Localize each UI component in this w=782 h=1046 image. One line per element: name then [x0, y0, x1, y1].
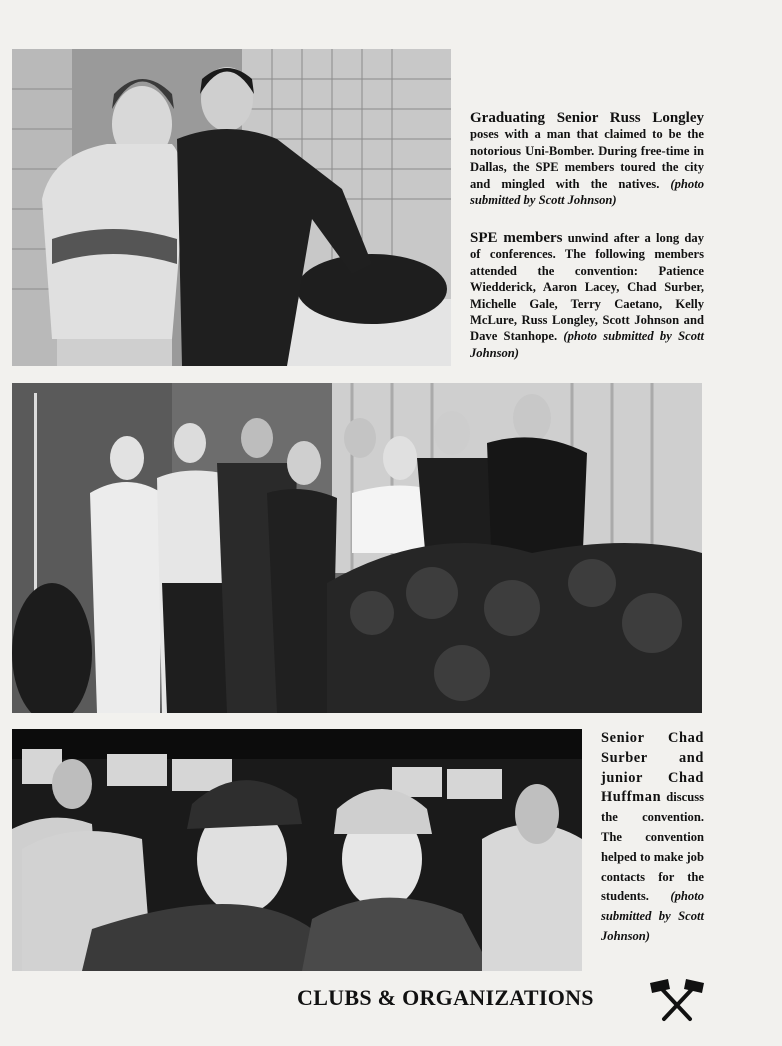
caption-photo3-credit: (photo submitted by Scott Johnson)	[601, 889, 704, 943]
caption-photo2	[470, 230, 704, 361]
caption-photo1-credit: (photo submitted by Scott Johnson)	[470, 176, 704, 208]
caption-photo2-body: unwind after a long day of conferences. The following members attended the convention: Patience Wiedderick, Aaron Lacey, Chad Surber, Michelle Gale, Terry Caetano, Kelly McLure, Russ Longley, Scott Johnson and Dave Stanhope.	[470, 231, 705, 344]
caption-photo3-lead: Senior Chad Surber and junior Chad Huffman	[601, 730, 704, 806]
photo3-illustration	[12, 729, 582, 971]
caption-photo3	[601, 729, 704, 947]
section-title: CLUBS & ORGANIZATIONS	[297, 985, 594, 1010]
photo1-illustration	[12, 49, 451, 366]
photo-chad-surber-chad-huffman	[12, 729, 582, 971]
caption-photo1-body: poses with a man that claimed to be the notorious Uni-Bomber. During free-time in Dallas, the SPE members toured the city and mingled with the natives.	[470, 127, 704, 191]
photo-spe-group	[12, 383, 702, 713]
caption-photo1-lead: Graduating Senior Russ Longley	[470, 110, 704, 126]
photo-unibomber-pose	[12, 49, 451, 366]
caption-photo1	[470, 110, 704, 208]
caption-photo3-body: discuss the convention. The convention helped to make job contacts for the students.	[601, 790, 704, 904]
photo2-illustration	[12, 383, 702, 713]
crossed-hammers-icon	[646, 977, 708, 1023]
caption-photo2-credit: (photo submitted by Scott Johnson)	[470, 329, 704, 360]
caption-photo2-lead: SPE members	[470, 230, 563, 246]
